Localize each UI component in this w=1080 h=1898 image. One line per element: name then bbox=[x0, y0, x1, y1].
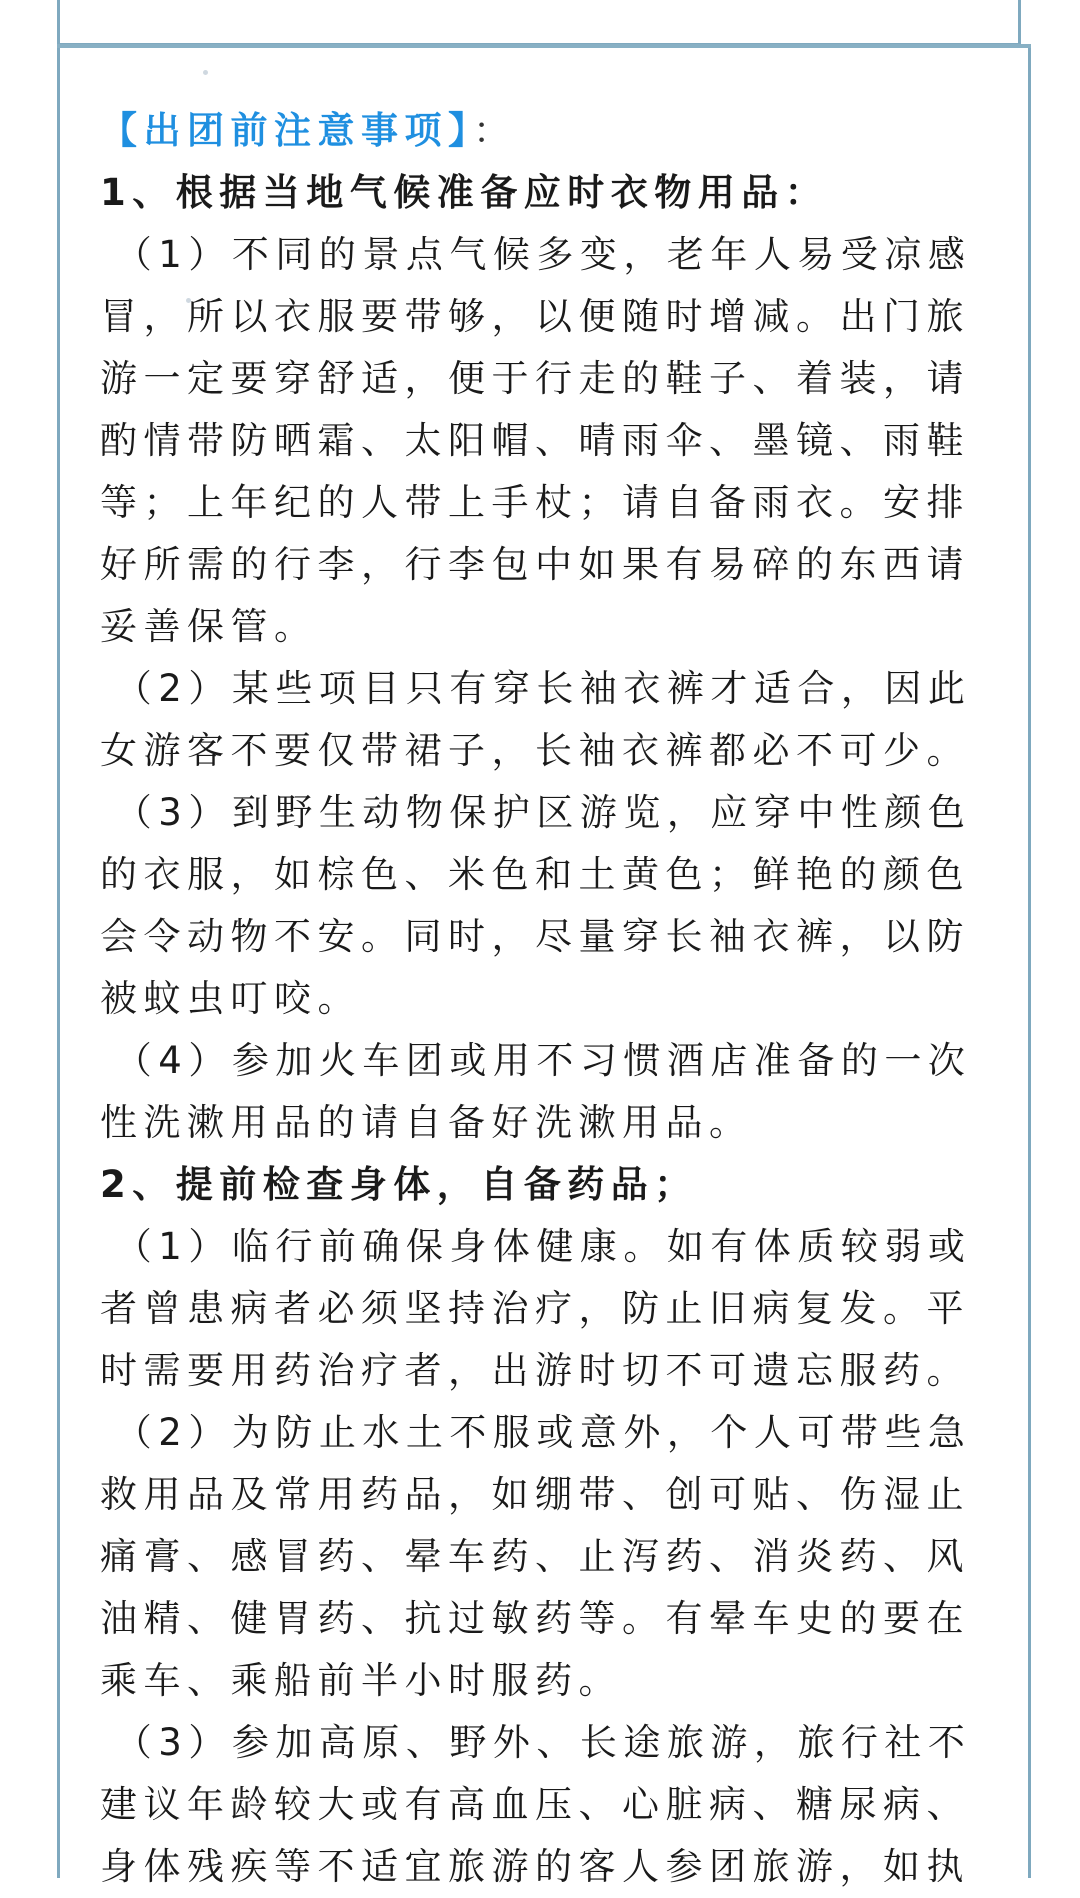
paragraph-health-2: （2）为防止水土不服或意外，个人可带些急救用品及常用药品，如绷带、创可贴、伤湿止痛膏、感冒药、晕车药、止泻药、消炎药、风油精、健胃药、抗过敏药等。有晕车史的要在乘车、乘船前半小时服药。 bbox=[100, 1411, 972, 1702]
heading-health: 2、提前检查身体，自备药品； bbox=[100, 1163, 698, 1206]
previous-box-frame bbox=[57, 0, 1021, 46]
paragraph-clothing-2: （2）某些项目只有穿长袖衣裤才适合，因此女游客不要仅带裙子，长袖衣裤都必不可少。 bbox=[100, 667, 972, 772]
paragraph-clothing-4: （4）参加火车团或用不习惯酒店准备的一次性洗漱用品的请自备好洗漱用品。 bbox=[100, 1039, 972, 1144]
section-title-colon: ： bbox=[473, 109, 517, 152]
heading-clothing: 1、根据当地气候准备应时衣物用品： bbox=[100, 171, 829, 214]
paragraph-clothing-3: （3）到野生动物保护区游览，应穿中性颜色的衣服，如棕色、米色和土黄色；鲜艳的颜色会令动物不安。同时，尽量穿长袖衣裤，以防被蚊虫叮咬。 bbox=[100, 791, 972, 1020]
notice-content bbox=[100, 100, 980, 1898]
paragraph-clothing-1: （1）不同的景点气候多变，老年人易受凉感冒，所以衣服要带够，以便随时增减。出门旅游一定要穿舒适，便于行走的鞋子、着装，请酌情带防晒霜、太阳帽、晴雨伞、墨镜、雨鞋等；上年纪的人带上手杖；请自备雨衣。安排好所需的行李，行李包中如果有易碎的东西请妥善保管。 bbox=[100, 233, 972, 648]
paragraph-health-3: （3）参加高原、野外、长途旅游，旅行社不建议年龄较大或有高血压、心脏病、糖尿病、身体残疾等不适宜旅游的客人参团旅游，如执 bbox=[100, 1721, 972, 1888]
paragraph-health-1: （1）临行前确保身体健康。如有体质较弱或者曾患病者必须坚持治疗，防止旧病复发。平时需要用药治疗者，出游时切不可遗忘服药。 bbox=[100, 1225, 972, 1392]
speck-decoration bbox=[203, 70, 208, 75]
section-title-line bbox=[100, 100, 980, 162]
section-title: 【出团前注意事项】 bbox=[100, 109, 473, 152]
